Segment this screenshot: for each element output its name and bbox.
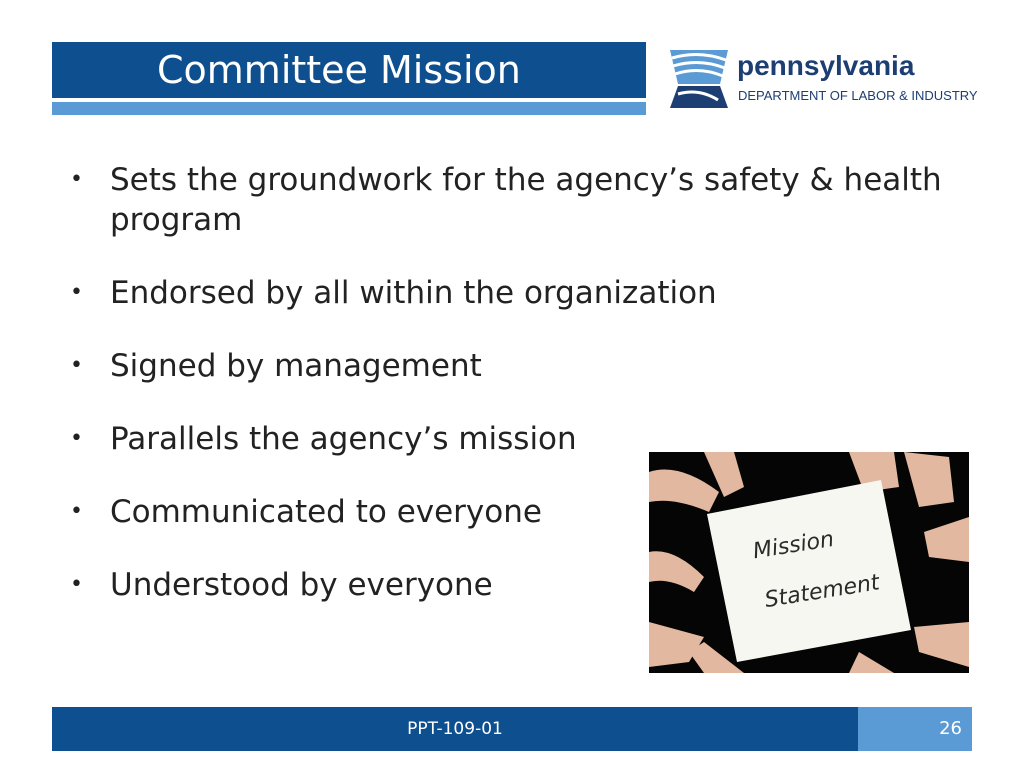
bullet-text: Sets the groundwork for the agency’s safety & health program — [110, 162, 942, 238]
card-text-statement: Statement — [762, 570, 882, 614]
logo-subtitle: DEPARTMENT OF LABOR & INDUSTRY — [738, 88, 978, 103]
bullet-marker: • — [70, 280, 83, 305]
slide-title: Committee Mission — [157, 48, 521, 92]
bullet-text: Communicated to everyone — [110, 494, 542, 530]
footer-code: PPT-109-01 — [407, 719, 503, 739]
title-underline — [52, 102, 646, 115]
mission-statement-photo — [649, 452, 969, 673]
bullet-item — [70, 273, 950, 313]
bullet-item — [70, 160, 950, 240]
footer-page-box — [858, 707, 972, 751]
bullet-item — [70, 346, 950, 386]
bullet-marker: • — [70, 572, 83, 597]
footer-bar — [52, 707, 858, 751]
logo-name: pennsylvania — [737, 50, 915, 81]
bullet-marker: • — [70, 167, 83, 192]
bullet-text: Understood by everyone — [110, 567, 493, 603]
bullet-text: Endorsed by all within the organization — [110, 275, 717, 311]
hands-holding-card-illustration — [649, 452, 969, 673]
bullet-text: Signed by management — [110, 348, 482, 384]
bullet-marker: • — [70, 353, 83, 378]
keystone-logo-icon — [666, 44, 732, 110]
card-text-mission: Mission — [751, 526, 836, 565]
bullet-marker: • — [70, 499, 83, 524]
bullet-text: Parallels the agency’s mission — [110, 421, 577, 457]
pennsylvania-logo — [666, 44, 986, 114]
bullet-marker: • — [70, 426, 83, 451]
page-number: 26 — [939, 718, 962, 739]
title-bar — [52, 42, 646, 98]
